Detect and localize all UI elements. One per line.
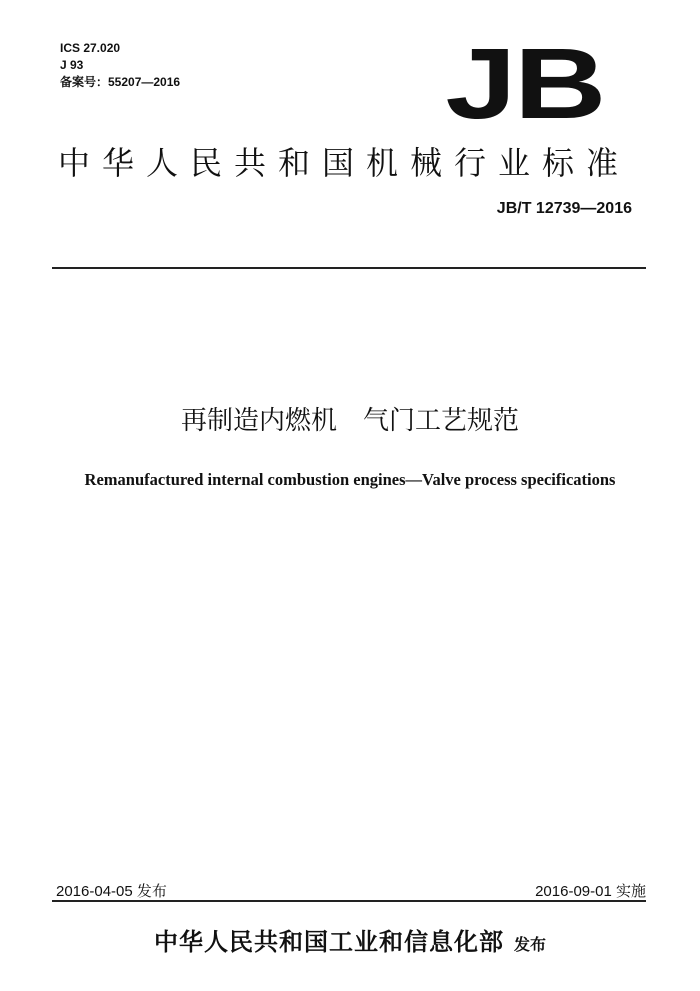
top-divider bbox=[52, 267, 646, 269]
standard-number: JB/T 12739—2016 bbox=[496, 200, 632, 217]
document-title-english: Remanufactured internal combustion engines—Valve process specifications bbox=[84, 470, 616, 489]
publisher-action: 发布 bbox=[513, 935, 546, 954]
publisher-line bbox=[0, 922, 700, 957]
document-title-chinese: 再制造内燃机 气门工艺规范 bbox=[180, 406, 519, 436]
bottom-divider bbox=[52, 900, 646, 902]
record-number: 备案号：55207—2016 bbox=[60, 75, 181, 89]
classification-code: J 93 bbox=[60, 58, 84, 72]
ics-code: ICS 27.020 bbox=[60, 41, 121, 55]
issue-date: 2016-04-05 发布 bbox=[56, 883, 167, 900]
implementation-date: 2016-09-01 实施 bbox=[535, 883, 646, 900]
jb-logo: JB bbox=[445, 28, 604, 140]
publisher-organization: 中华人民共和国工业和信息化部 bbox=[153, 928, 504, 956]
standard-category-title: 中华人民共和国机械行业标准 bbox=[58, 144, 631, 182]
